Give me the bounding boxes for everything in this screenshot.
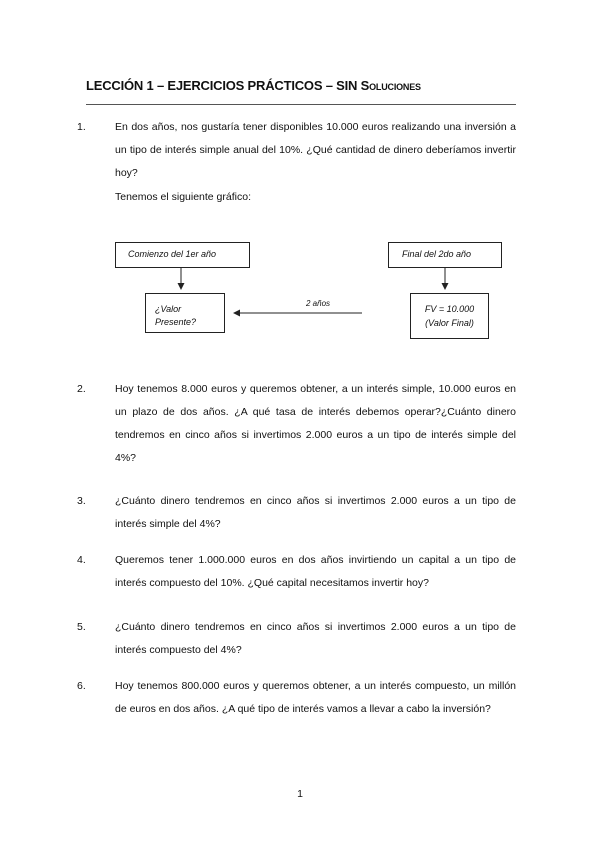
exercise-3-number: 3. [77,495,86,507]
exercise-5-text: ¿Cuánto dinero tendremos en cinco años si invertimos 2.000 euros a un tipo de interés compuesto del 4%? [115,621,516,656]
exercise-6-number: 6. [77,680,86,692]
present-value-box: ¿Valor Presente? [145,293,225,333]
end-year-box: Final del 2do año [388,242,502,268]
graph-intro: Tenemos el siguiente gráfico: [115,191,251,203]
exercise-6-text: Hoy tenemos 800.000 euros y queremos obtener, a un interés compuesto, un millón de euros en dos años. ¿A qué tipo de interés vamos a llevar a cabo la inversión? [115,680,516,715]
start-year-box: Comienzo del 1er año [115,242,250,268]
exercise-3-text: ¿Cuánto dinero tendremos en cinco años si invertimos 2.000 euros a un tipo de interés simple del 4%? [115,495,516,530]
page-number: 1 [297,788,303,800]
exercise-2-text: Hoy tenemos 8.000 euros y queremos obtener, a un interés simple, 10.000 euros en un plazo de dos años. ¿A qué tasa de interés debemos operar?¿Cuánto dinero tendremos en cinco años si invertimos 2.000 euros a un tipo de interés simple del 4%? [115,383,516,464]
exercise-5-number: 5. [77,621,86,633]
exercise-2-number: 2. [77,383,86,395]
exercise-4-text: Queremos tener 1.000.000 euros en dos años invirtiendo un capital a un tipo de interés compuesto del 10%. ¿Qué capital necesitamos invertir hoy? [115,554,516,589]
arrow-label: 2 años [306,299,331,308]
future-value-box: FV = 10.000 (Valor Final) [410,293,489,339]
page-title: LECCIÓN 1 – EJERCICIOS PRÁCTICOS – SIN Soluciones [86,78,421,93]
exercise-1-number: 1. [77,121,86,133]
exercise-4-number: 4. [77,554,86,566]
exercise-1-text: En dos años, nos gustaría tener disponibles 10.000 euros realizando una inversión a un tipo de interés simple anual del 10%. ¿Qué cantidad de dinero deberíamos invertir hoy? [115,121,516,179]
